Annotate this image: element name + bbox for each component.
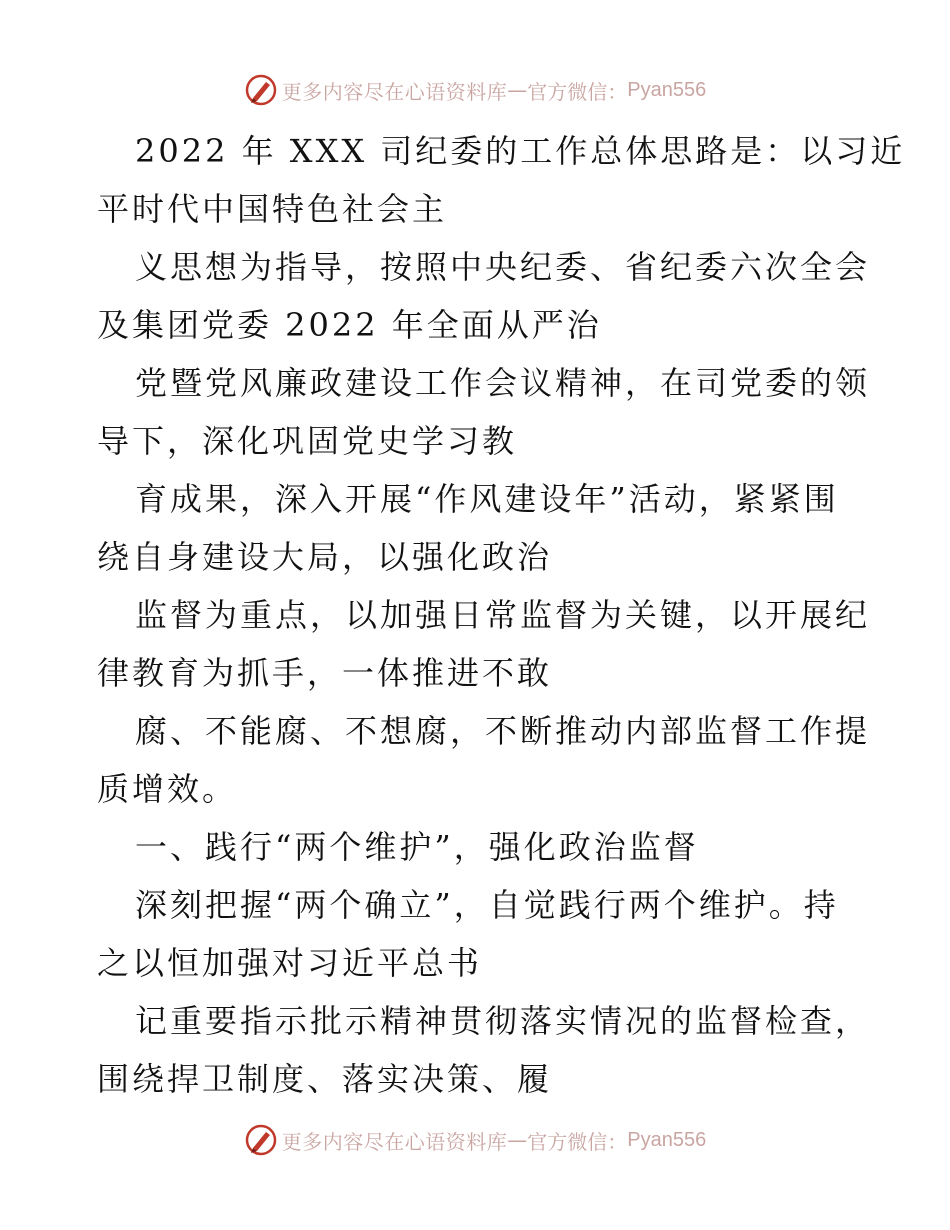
body-line: 平时代中国特色社会主 xyxy=(97,190,448,228)
banner-contact-label: 官方微信： xyxy=(527,79,628,104)
footer-banner xyxy=(0,1120,950,1160)
body-line: 围绕捍卫制度、落实决策、履 xyxy=(97,1060,553,1098)
header-banner xyxy=(0,70,950,110)
banner-dash: — xyxy=(507,78,528,102)
red-pen-circle-logo-icon xyxy=(244,73,278,107)
body-line: 2022 年 XXX 司纪委的工作总体思路是：以习近 xyxy=(135,132,906,170)
body-line: 导下，深化巩固党史学习教 xyxy=(97,422,518,460)
body-line: 质增效。 xyxy=(97,770,238,808)
body-line: 监督为重点，以加强日常监督为关键，以开展纪 xyxy=(135,596,871,634)
banner-dash: — xyxy=(507,1128,528,1152)
section-heading-text: 一、践行“两个维护”，强化政治监督 xyxy=(135,828,699,866)
paragraph-section-1 xyxy=(97,876,871,1108)
banner-contact-label: 官方微信： xyxy=(527,1129,628,1154)
body-line: 育成果，深入开展“作风建设年”活动，紧紧围 xyxy=(135,480,839,518)
banner-wechat-id: Pyan556 xyxy=(627,78,707,101)
paragraph-intro xyxy=(97,122,906,818)
body-line: 记重要指示批示精神贯彻落实情况的监督检查， xyxy=(135,1002,871,1040)
body-line: 腐、不能腐、不想腐，不断推动内部监督工作提 xyxy=(135,712,871,750)
red-pen-circle-logo-icon xyxy=(244,1123,278,1157)
body-line: 义思想为指导，按照中央纪委、省纪委六次全会 xyxy=(135,248,871,286)
body-line: 党暨党风廉政建设工作会议精神，在司党委的领 xyxy=(135,364,871,402)
document-body xyxy=(97,122,906,1108)
body-line: 律教育为抓手，一体推进不敢 xyxy=(97,654,553,692)
section-heading-1 xyxy=(97,818,857,876)
banner-brand-text: 更多内容尽在心语资料库 xyxy=(281,1129,508,1154)
body-line: 及集团党委 2022 年全面从严治 xyxy=(97,306,602,344)
banner-brand-text: 更多内容尽在心语资料库 xyxy=(281,79,508,104)
banner-wechat-id: Pyan556 xyxy=(627,1128,707,1151)
body-line: 深刻把握“两个确立”，自觉践行两个维护。持 xyxy=(135,886,839,924)
body-line: 之以恒加强对习近平总书 xyxy=(97,944,483,982)
body-line: 绕自身建设大局，以强化政治 xyxy=(97,538,553,576)
